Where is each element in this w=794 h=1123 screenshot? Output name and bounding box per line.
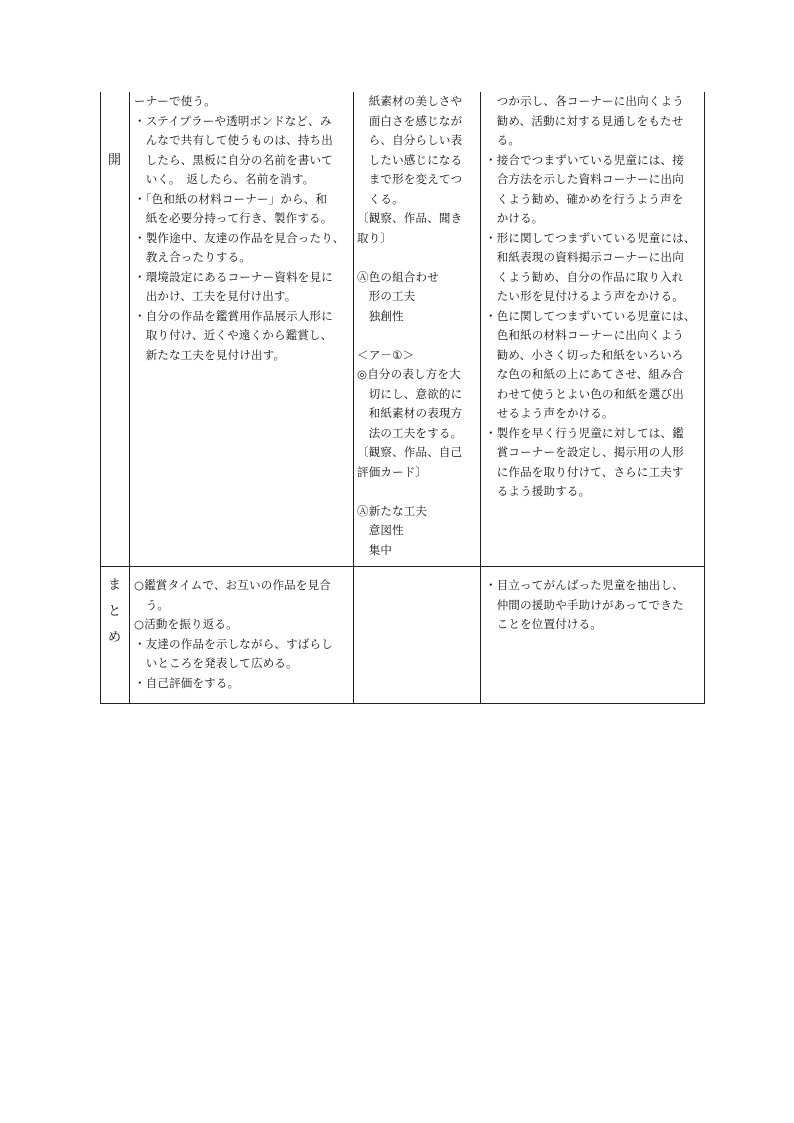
stage-char: め: [107, 630, 121, 645]
text-line: 和紙素材の表現方: [357, 406, 463, 420]
text-line: Ⓐ新たな工夫: [357, 503, 428, 518]
text-line: ・自己評価をする。: [134, 675, 240, 690]
text-line: 形の工夫: [357, 289, 416, 303]
text-line: 法の工夫をする。: [357, 425, 463, 440]
column-divider-1: [129, 92, 130, 704]
text-line: 色和紙の材料コーナーに出向くよう: [485, 328, 684, 342]
text-line: 〔観察、作品、自己: [357, 445, 463, 459]
text-line: ・ステイプラーや透明ボンドなど、み: [134, 113, 332, 128]
table-border-bottom: [100, 703, 705, 704]
stage-char: ま: [107, 578, 121, 593]
text-line: 取り付け、近くや遠くから鑑賞し、: [134, 328, 333, 342]
table-border-right: [704, 92, 705, 704]
text-line: ・「色和紙の材料コーナー」から、和: [134, 191, 328, 206]
text-line: 合方法を示した資料コーナーに出向: [485, 172, 684, 186]
text-line: ・接合でつまずいている児童には、接: [485, 152, 684, 167]
text-line: ○活動を振り返る。: [134, 617, 238, 631]
text-line: せるよう声をかける。: [485, 406, 614, 420]
text-line: 集中: [357, 542, 393, 557]
text-line: ・形に関してつまずいている児童には、: [485, 230, 696, 245]
text-line: 〔観察、作品、聞き: [357, 211, 463, 225]
text-line: ＜ア－①＞: [357, 347, 415, 362]
text-line: ・自分の作品を鑑賞用作品展示人形に: [134, 308, 333, 323]
text-line: んなで共有して使うものは、持ち出: [134, 133, 333, 147]
text-line: ら、自分らしい表: [357, 133, 463, 147]
lesson-plan-table: [100, 92, 705, 704]
column-divider-2: [353, 92, 354, 704]
column-divider-3: [480, 92, 481, 704]
text-line: る。: [485, 133, 521, 147]
stage-char: 開: [107, 153, 121, 168]
text-line: いく。 返したら、名前を消す。: [134, 172, 315, 186]
text-line: ・環境設定にあるコーナー資料を見に: [134, 269, 333, 284]
text-line: くよう勧め、自分の作品に取り入れ: [485, 269, 684, 284]
text-line: ・製作途中、友達の作品を見合ったり、: [134, 230, 345, 245]
text-line: わせて使うとよい色の和紙を選び出: [485, 386, 684, 401]
text-line: つか示し、各コーナーに出向くよう: [485, 94, 684, 108]
text-line: ○鑑賞タイムで、お互いの作品を見合: [134, 578, 331, 592]
text-line: 仲間の援助や手助けがあってできた: [485, 597, 684, 612]
text-line: 賞コーナーを設定し、掲示用の人形: [485, 445, 684, 459]
text-line: るよう援助する。: [485, 484, 591, 498]
text-line: 教え合ったりする。: [134, 250, 251, 264]
text-line: 和紙表現の資料掲示コーナーに出向: [485, 250, 684, 264]
text-line: ・友達の作品を示しながら、すばらし: [134, 636, 333, 651]
text-line: 評価カード〕: [357, 464, 428, 479]
text-line: に作品を取り付けて、さらに工夫す: [485, 464, 684, 479]
text-line: ・製作を早く行う児童に対しては、鑑: [485, 425, 684, 440]
text-line: したら、黒板に自分の名前を書いて: [134, 152, 333, 167]
text-line: 紙を必要分持って行き、製作する。: [134, 211, 333, 225]
text-line: かける。: [485, 211, 544, 225]
text-line: いところを発表して広める。: [134, 656, 298, 670]
text-line: くよう勧め、確かめを行うよう声を: [485, 191, 684, 206]
text-line: な色の和紙の上にあてさせ、組み合: [485, 367, 684, 381]
text-line: ・色に関してつまずいている児童には、: [485, 308, 696, 323]
text-line: 意図性: [357, 523, 404, 537]
stage-char: と: [107, 604, 121, 619]
text-line: ・目立ってがんばった児童を抽出し、: [485, 578, 684, 592]
text-line: 新たな工夫を見付け出す。: [134, 347, 286, 362]
text-line: たい形を見付けるよう声をかける。: [485, 289, 684, 303]
text-line: ことを位置付ける。: [485, 617, 602, 631]
text-line: 独創性: [357, 308, 404, 323]
text-line: Ⓐ色の組合わせ: [357, 269, 439, 284]
text-line: ◎自分の表し方を大: [357, 367, 461, 381]
text-line: 取り〕: [357, 230, 393, 245]
text-line: したい感じになる: [357, 152, 463, 167]
text-line: う。: [134, 597, 170, 612]
text-line: 勧め、小さく切った和紙をいろいろ: [485, 347, 684, 362]
text-line: 勧め、活動に対する見通しをもたせ: [485, 113, 684, 128]
text-line: 面白さを感じなが: [357, 113, 463, 128]
row-divider: [100, 566, 705, 567]
text-line: 出かけ、工夫を見付け出す。: [134, 289, 297, 303]
text-line: 紙素材の美しさや: [357, 94, 463, 108]
text-line: 切にし、意欲的に: [357, 386, 463, 401]
text-line: くる。: [357, 191, 404, 206]
text-line: ーナーで使う。: [134, 94, 216, 108]
text-line: まで形を変えてつ: [357, 172, 463, 186]
